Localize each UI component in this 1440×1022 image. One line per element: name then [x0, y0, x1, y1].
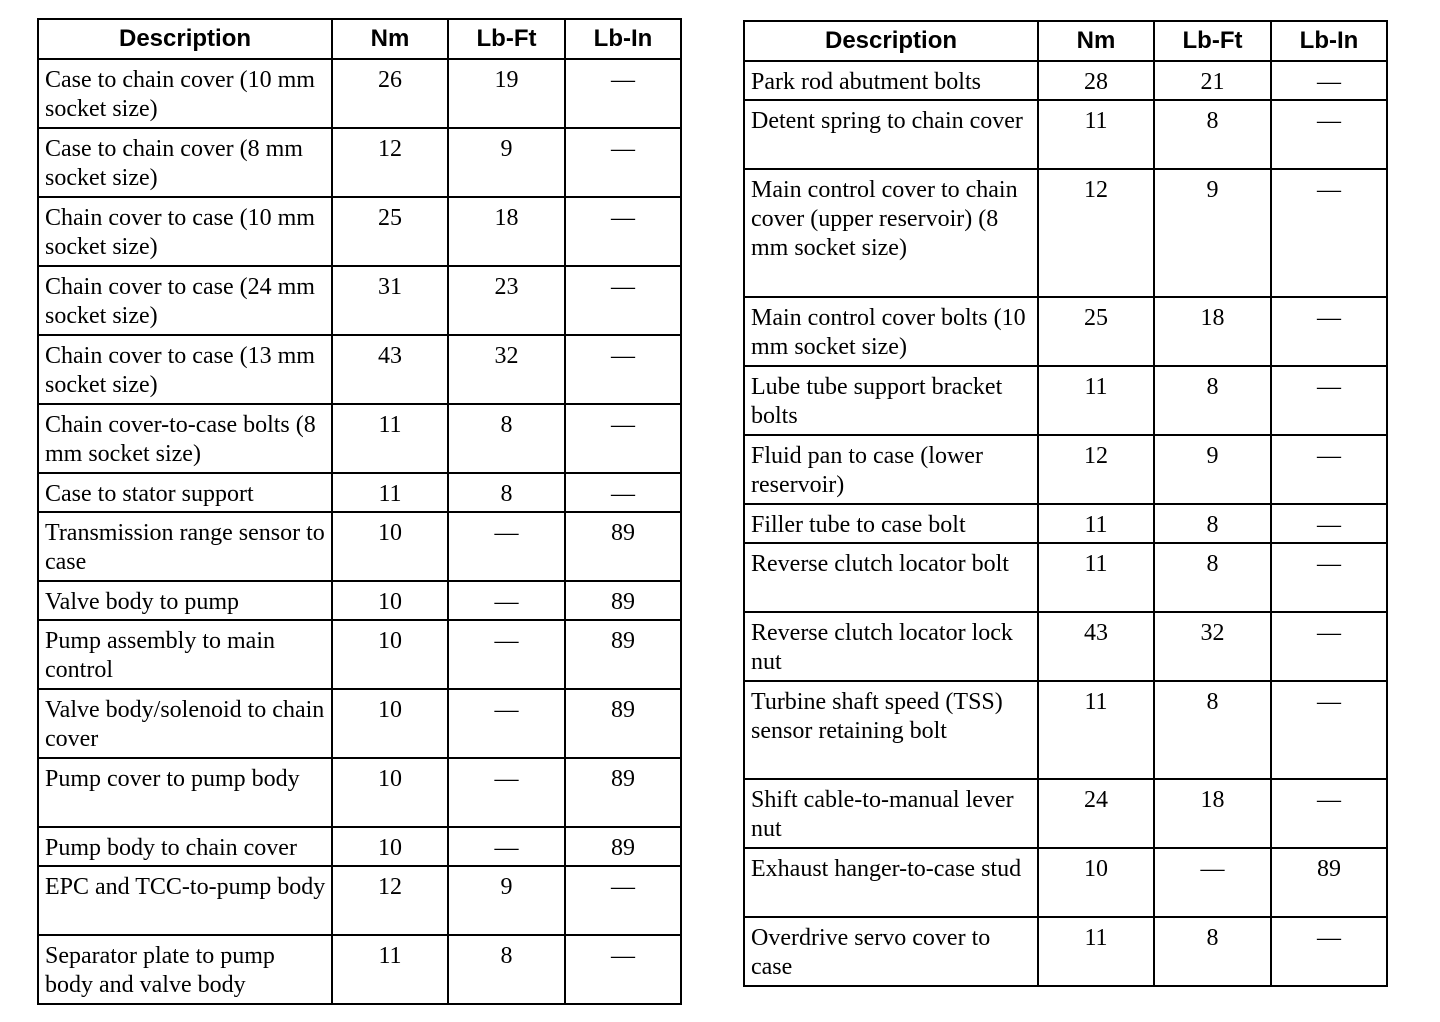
nm-cell: 10 [332, 620, 448, 689]
description-cell: Pump body to chain cover [38, 827, 332, 866]
table-row [744, 504, 1387, 543]
lbin-cell: — [1271, 100, 1387, 169]
lbft-cell: 8 [1154, 917, 1271, 986]
table-row [38, 404, 681, 473]
nm-cell: 28 [1038, 61, 1154, 100]
lbin-cell: — [565, 866, 681, 935]
nm-cell: 12 [332, 128, 448, 197]
lbft-cell: 8 [1154, 681, 1271, 779]
table-row [744, 681, 1387, 779]
lbin-cell: — [565, 335, 681, 404]
lbin-cell: — [565, 197, 681, 266]
table-row [744, 848, 1387, 917]
description-cell: Park rod abutment bolts [744, 61, 1038, 100]
lbft-cell: 8 [448, 473, 565, 512]
lbft-cell: 9 [448, 866, 565, 935]
lbft-cell: — [448, 827, 565, 866]
lbin-cell: 89 [1271, 848, 1387, 917]
description-cell: Case to stator support [38, 473, 332, 512]
description-cell: Detent spring to chain cover [744, 100, 1038, 169]
header-lbft: Lb-Ft [448, 19, 565, 59]
nm-cell: 12 [1038, 169, 1154, 297]
nm-cell: 43 [1038, 612, 1154, 681]
lbin-cell: 89 [565, 827, 681, 866]
nm-cell: 11 [1038, 366, 1154, 435]
nm-cell: 10 [332, 827, 448, 866]
description-cell: Transmission range sensor to case [38, 512, 332, 581]
description-cell: Filler tube to case bolt [744, 504, 1038, 543]
header-description: Description [744, 21, 1038, 61]
description-cell: Main control cover to chain cover (upper reservoir) (8 mm socket size) [744, 169, 1038, 297]
lbft-cell: — [448, 620, 565, 689]
lbft-cell: — [448, 689, 565, 758]
lbft-cell: 8 [1154, 543, 1271, 612]
lbft-cell: 21 [1154, 61, 1271, 100]
description-cell: Valve body to pump [38, 581, 332, 620]
table-row [744, 366, 1387, 435]
table-row [38, 935, 681, 1004]
header-nm: Nm [1038, 21, 1154, 61]
lbft-cell: 18 [1154, 297, 1271, 366]
lbft-cell: 23 [448, 266, 565, 335]
lbft-cell: — [448, 581, 565, 620]
nm-cell: 10 [332, 758, 448, 827]
table-row [38, 620, 681, 689]
description-cell: Case to chain cover (10 mm socket size) [38, 59, 332, 128]
description-cell: Lube tube support bracket bolts [744, 366, 1038, 435]
nm-cell: 10 [332, 512, 448, 581]
nm-cell: 31 [332, 266, 448, 335]
table-row [744, 779, 1387, 848]
lbin-cell: 89 [565, 758, 681, 827]
lbin-cell: — [565, 473, 681, 512]
description-cell: Turbine shaft speed (TSS) sensor retaining bolt [744, 681, 1038, 779]
header-row [38, 19, 681, 59]
lbin-cell: 89 [565, 581, 681, 620]
lbin-cell: — [1271, 504, 1387, 543]
description-cell: EPC and TCC-to-pump body [38, 866, 332, 935]
description-cell: Overdrive servo cover to case [744, 917, 1038, 986]
nm-cell: 11 [332, 935, 448, 1004]
nm-cell: 12 [1038, 435, 1154, 504]
table-row [38, 197, 681, 266]
torque-table-left [37, 18, 682, 1005]
description-cell: Separator plate to pump body and valve body [38, 935, 332, 1004]
lbft-cell: 32 [448, 335, 565, 404]
table-row [38, 581, 681, 620]
table-row [744, 61, 1387, 100]
lbin-cell: 89 [565, 620, 681, 689]
lbft-cell: 8 [1154, 100, 1271, 169]
table-row [744, 543, 1387, 612]
lbft-cell: 9 [448, 128, 565, 197]
header-nm: Nm [332, 19, 448, 59]
table-row [744, 612, 1387, 681]
lbin-cell: — [565, 128, 681, 197]
lbft-cell: — [448, 758, 565, 827]
nm-cell: 11 [1038, 100, 1154, 169]
lbft-cell: 8 [1154, 366, 1271, 435]
nm-cell: 24 [1038, 779, 1154, 848]
nm-cell: 11 [332, 404, 448, 473]
lbin-cell: — [565, 266, 681, 335]
nm-cell: 43 [332, 335, 448, 404]
table-row [744, 917, 1387, 986]
lbft-cell: 8 [448, 935, 565, 1004]
table-row [38, 335, 681, 404]
table-row [38, 59, 681, 128]
lbin-cell: — [1271, 612, 1387, 681]
lbft-cell: 9 [1154, 169, 1271, 297]
lbft-cell: 19 [448, 59, 565, 128]
table-row [38, 827, 681, 866]
lbin-cell: — [1271, 917, 1387, 986]
header-lbin: Lb-In [1271, 21, 1387, 61]
lbft-cell: 18 [1154, 779, 1271, 848]
description-cell: Chain cover to case (10 mm socket size) [38, 197, 332, 266]
nm-cell: 25 [332, 197, 448, 266]
nm-cell: 10 [1038, 848, 1154, 917]
description-cell: Chain cover to case (24 mm socket size) [38, 266, 332, 335]
description-cell: Fluid pan to case (lower reservoir) [744, 435, 1038, 504]
table-row [38, 473, 681, 512]
description-cell: Reverse clutch locator bolt [744, 543, 1038, 612]
nm-cell: 11 [1038, 681, 1154, 779]
header-lbin: Lb-In [565, 19, 681, 59]
nm-cell: 11 [332, 473, 448, 512]
header-description: Description [38, 19, 332, 59]
lbft-cell: 8 [1154, 504, 1271, 543]
lbft-cell: 18 [448, 197, 565, 266]
lbin-cell: — [1271, 61, 1387, 100]
table-row [38, 266, 681, 335]
description-cell: Case to chain cover (8 mm socket size) [38, 128, 332, 197]
table-row [38, 512, 681, 581]
lbft-cell: 8 [448, 404, 565, 473]
lbin-cell: — [1271, 681, 1387, 779]
description-cell: Reverse clutch locator lock nut [744, 612, 1038, 681]
table-row [38, 758, 681, 827]
nm-cell: 11 [1038, 543, 1154, 612]
lbin-cell: — [1271, 366, 1387, 435]
nm-cell: 11 [1038, 504, 1154, 543]
table-row [744, 435, 1387, 504]
header-lbft: Lb-Ft [1154, 21, 1271, 61]
lbin-cell: 89 [565, 512, 681, 581]
description-cell: Pump cover to pump body [38, 758, 332, 827]
table-row [38, 128, 681, 197]
nm-cell: 10 [332, 689, 448, 758]
torque-table-right [743, 20, 1388, 987]
description-cell: Main control cover bolts (10 mm socket size) [744, 297, 1038, 366]
nm-cell: 26 [332, 59, 448, 128]
nm-cell: 12 [332, 866, 448, 935]
lbin-cell: — [1271, 779, 1387, 848]
nm-cell: 10 [332, 581, 448, 620]
lbin-cell: 89 [565, 689, 681, 758]
lbin-cell: — [565, 404, 681, 473]
lbin-cell: — [1271, 435, 1387, 504]
lbin-cell: — [1271, 543, 1387, 612]
nm-cell: 11 [1038, 917, 1154, 986]
table-row [744, 297, 1387, 366]
description-cell: Valve body/solenoid to chain cover [38, 689, 332, 758]
table-row [38, 866, 681, 935]
description-cell: Shift cable-to-manual lever nut [744, 779, 1038, 848]
lbft-cell: 9 [1154, 435, 1271, 504]
description-cell: Chain cover-to-case bolts (8 mm socket size) [38, 404, 332, 473]
lbin-cell: — [1271, 169, 1387, 297]
lbin-cell: — [565, 59, 681, 128]
header-row [744, 21, 1387, 61]
table-row [744, 100, 1387, 169]
lbft-cell: — [448, 512, 565, 581]
lbft-cell: — [1154, 848, 1271, 917]
table-row [38, 689, 681, 758]
nm-cell: 25 [1038, 297, 1154, 366]
lbin-cell: — [1271, 297, 1387, 366]
description-cell: Pump assembly to main control [38, 620, 332, 689]
lbft-cell: 32 [1154, 612, 1271, 681]
description-cell: Chain cover to case (13 mm socket size) [38, 335, 332, 404]
lbin-cell: — [565, 935, 681, 1004]
table-row [744, 169, 1387, 297]
description-cell: Exhaust hanger-to-case stud [744, 848, 1038, 917]
